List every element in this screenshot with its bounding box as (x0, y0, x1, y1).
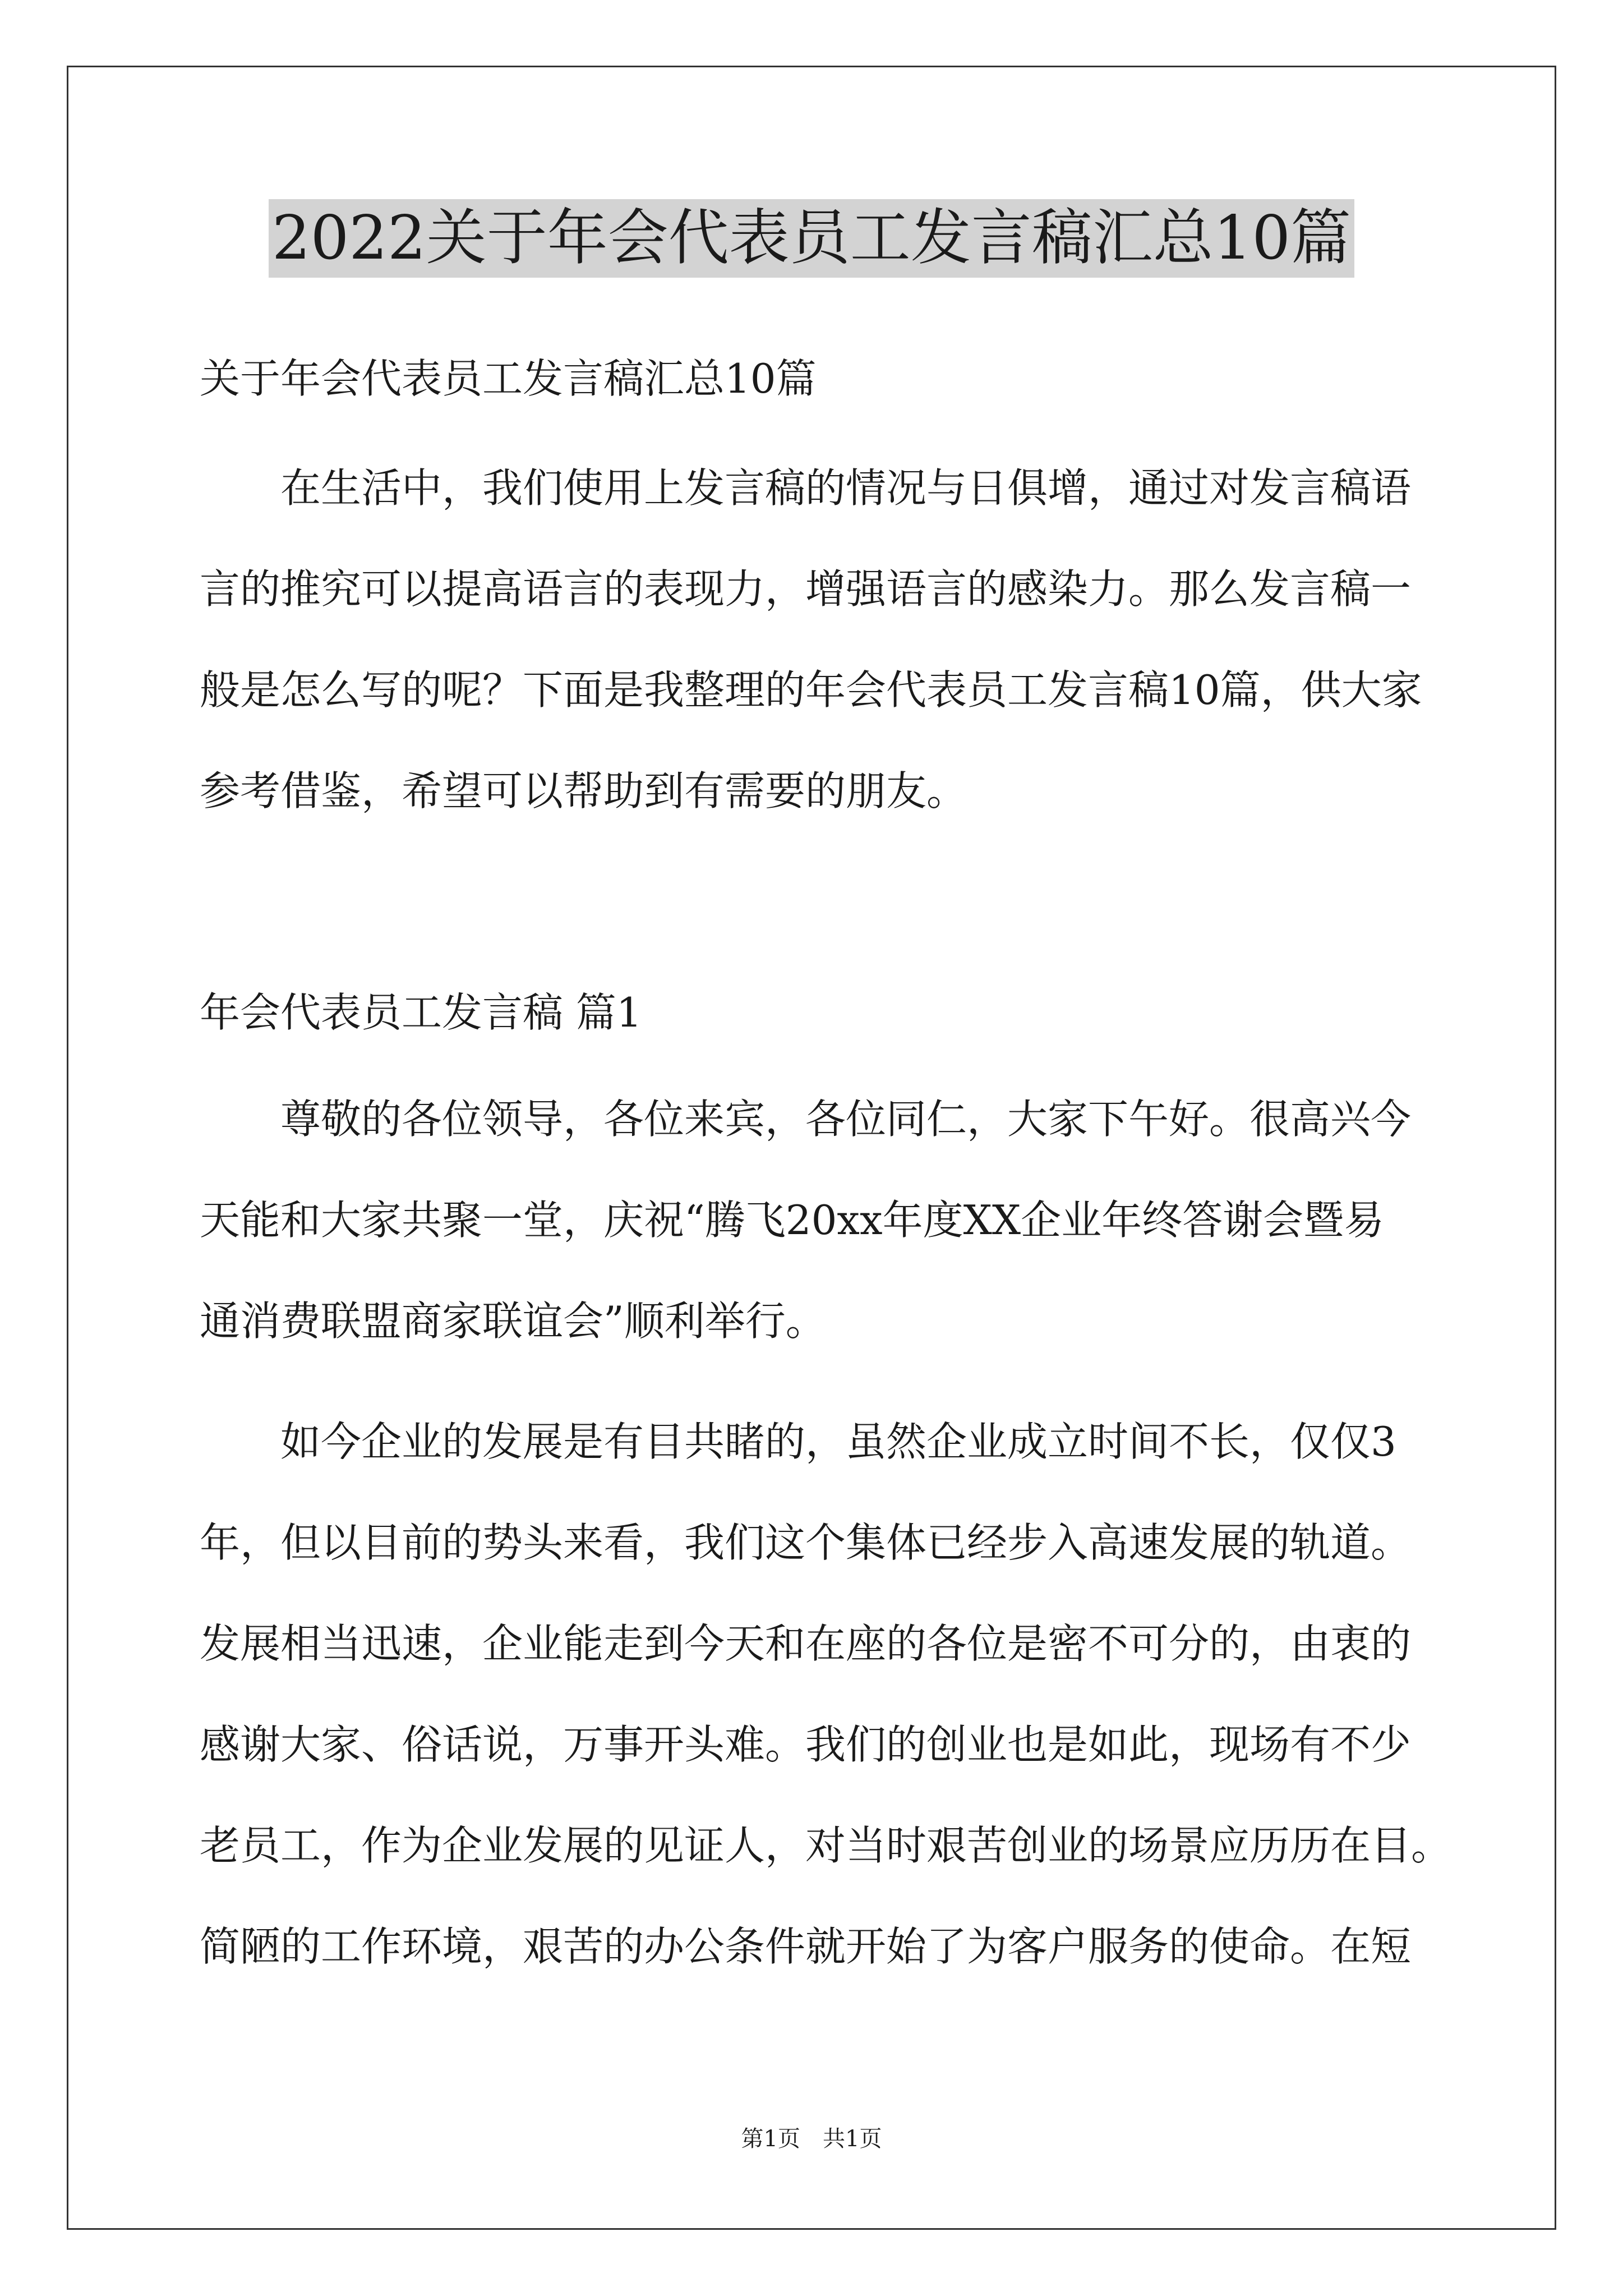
intro-line: 般是怎么写的呢？下面是我整理的年会代表员工发言稿10篇，供大家 (200, 666, 1422, 714)
para2-line: 感谢大家、俗话说，万事开头难。我们的创业也是如此，现场有不少 (200, 1721, 1412, 1768)
para1-line: 尊敬的各位领导，各位来宾，各位同仁，大家下午好。很高兴今 (280, 1096, 1412, 1143)
para2-line: 如今企业的发展是有目共睹的，虽然企业成立时间不长，仅仅3 (280, 1418, 1396, 1465)
page-footer: 第1页 共1页 (741, 2126, 882, 2152)
para1-line: 天能和大家共聚一堂，庆祝“腾飞20xx年度XX企业年终答谢会暨易 (200, 1197, 1385, 1244)
intro-line: 在生活中，我们使用上发言稿的情况与日俱增，通过对发言稿语 (280, 464, 1412, 512)
intro-line: 言的推究可以提高语言的表现力，增强语言的感染力。那么发言稿一 (200, 565, 1412, 613)
para2-line: 简陋的工作环境，艰苦的办公条件就开始了为客户服务的使命。在短 (200, 1923, 1412, 1970)
section-heading: 年会代表员工发言稿 篇1 (200, 989, 642, 1036)
document-subtitle: 关于年会代表员工发言稿汇总10篇 (200, 355, 817, 402)
intro-line: 参考借鉴，希望可以帮助到有需要的朋友。 (200, 767, 967, 815)
document-title: 2022关于年会代表员工发言稿汇总10篇 (269, 199, 1354, 278)
para2-line: 老员工，作为企业发展的见证人，对当时艰苦创业的场景应历历在目。 (200, 1822, 1452, 1869)
para2-line: 发展相当迅速，企业能走到今天和在座的各位是密不可分的，由衷的 (200, 1620, 1412, 1667)
para2-line: 年，但以目前的势头来看，我们这个集体已经步入高速发展的轨道。 (200, 1519, 1412, 1566)
title-container (0, 199, 1623, 278)
para1-line: 通消费联盟商家联谊会”顺利举行。 (200, 1297, 826, 1345)
